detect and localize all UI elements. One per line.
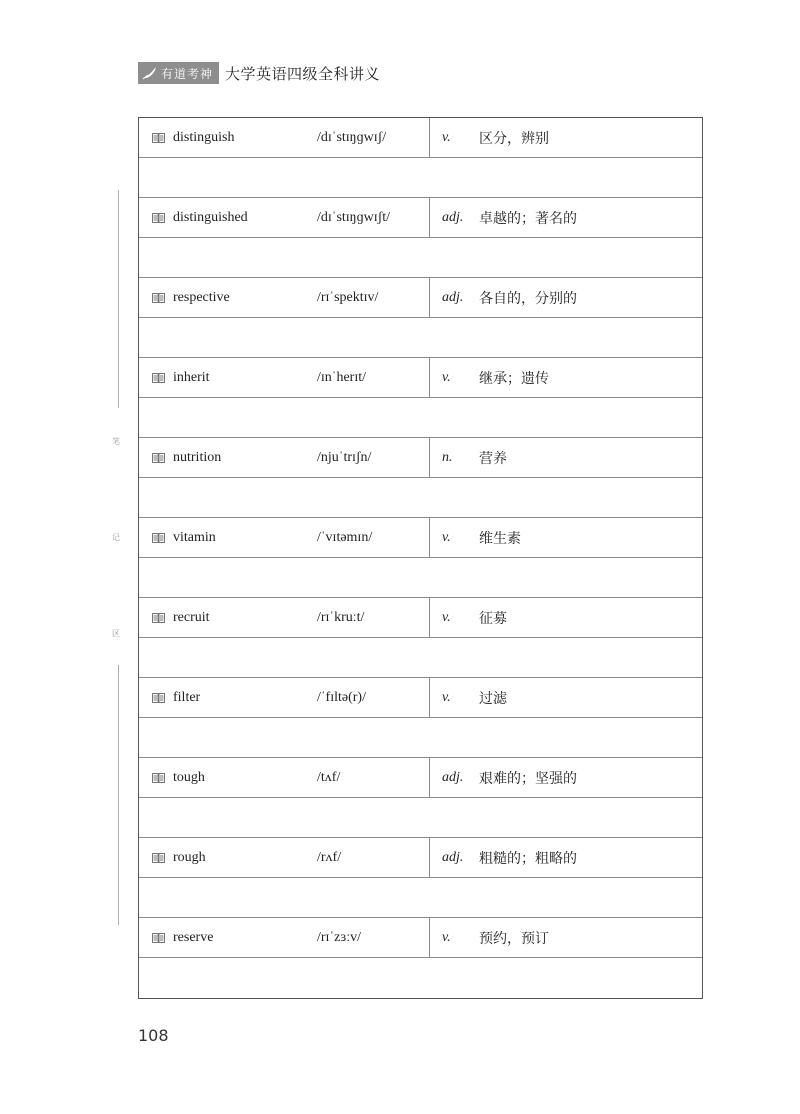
part-of-speech: v. [442, 129, 451, 145]
meaning-cell [429, 358, 702, 397]
notes-row [139, 638, 702, 678]
word-text: tough [173, 769, 205, 785]
word-text: reserve [173, 929, 214, 945]
margin-divider-top [118, 190, 119, 408]
word-row [139, 678, 702, 718]
word-row [139, 518, 702, 558]
word-row [139, 838, 702, 878]
phonetic-text: /ɪnˈherɪt/ [317, 369, 366, 385]
word-cell [139, 278, 429, 317]
meaning-text: 营养 [479, 450, 507, 467]
part-of-speech: v. [442, 929, 451, 945]
word-row [139, 278, 702, 318]
word-cell [139, 438, 429, 477]
meaning-cell [429, 838, 702, 877]
book-icon [152, 853, 165, 863]
notes-row [139, 878, 702, 918]
book-title: 大学英语四级全科讲义 [225, 64, 381, 83]
notes-row [139, 318, 702, 358]
meaning-text: 继承；遗传 [479, 370, 549, 387]
part-of-speech: v. [442, 369, 451, 385]
notes-row [139, 238, 702, 278]
meaning-text: 艰难的；坚强的 [479, 770, 577, 787]
book-icon [152, 133, 165, 143]
book-icon [152, 613, 165, 623]
phonetic-text: /tʌf/ [317, 769, 341, 785]
word-row [139, 438, 702, 478]
meaning-text: 征募 [479, 610, 507, 627]
meaning-text: 粗糙的；粗略的 [479, 850, 577, 867]
word-text: respective [173, 289, 230, 305]
meaning-cell [429, 438, 702, 477]
word-row [139, 198, 702, 238]
phonetic-text: /dɪˈstɪŋɡwɪʃ/ [317, 129, 387, 145]
meaning-cell [429, 758, 702, 797]
book-icon [152, 373, 165, 383]
word-row [139, 118, 702, 158]
notes-row [139, 478, 702, 518]
part-of-speech: n. [442, 449, 453, 465]
meaning-text: 维生素 [479, 530, 521, 547]
part-of-speech: v. [442, 689, 451, 705]
word-cell [139, 118, 429, 157]
word-cell [139, 358, 429, 397]
margin-divider-bottom [118, 665, 119, 925]
word-text: distinguish [173, 129, 235, 145]
part-of-speech: v. [442, 609, 451, 625]
margin-note-char: 记 [112, 533, 120, 542]
word-text: nutrition [173, 449, 222, 465]
book-icon [152, 293, 165, 303]
book-icon [152, 773, 165, 783]
page-number: 108 [138, 1026, 169, 1045]
book-icon [152, 213, 165, 223]
notes-row [139, 398, 702, 438]
part-of-speech: adj. [442, 849, 464, 865]
word-text: vitamin [173, 529, 216, 545]
margin-note-char: 区 [112, 629, 120, 638]
word-cell [139, 918, 429, 957]
word-text: rough [173, 849, 206, 865]
word-row [139, 358, 702, 398]
page-header [138, 62, 380, 84]
meaning-cell [429, 278, 702, 317]
phonetic-text: /rɪˈspektɪv/ [317, 289, 379, 305]
book-icon [152, 453, 165, 463]
meaning-cell [429, 518, 702, 557]
notes-row [139, 958, 702, 998]
word-row [139, 758, 702, 798]
word-cell [139, 598, 429, 637]
word-cell [139, 838, 429, 877]
notes-row [139, 558, 702, 598]
word-text: recruit [173, 609, 210, 625]
phonetic-text: /njuˈtrɪʃn/ [317, 449, 372, 465]
part-of-speech: v. [442, 529, 451, 545]
meaning-cell [429, 118, 702, 157]
margin-note-char: 笔 [112, 437, 120, 446]
word-cell [139, 678, 429, 717]
part-of-speech: adj. [442, 209, 464, 225]
brand-logo [138, 62, 219, 84]
meaning-cell [429, 198, 702, 237]
book-icon [152, 693, 165, 703]
phonetic-text: /rʌf/ [317, 849, 342, 865]
meaning-text: 预约，预订 [479, 930, 549, 947]
brand-name: 有道考神 [161, 66, 214, 81]
vocabulary-table [138, 117, 703, 999]
book-icon [152, 933, 165, 943]
notes-row [139, 798, 702, 838]
word-text: inherit [173, 369, 210, 385]
phonetic-text: /ˈvɪtəmɪn/ [317, 529, 373, 545]
word-text: filter [173, 689, 201, 705]
word-cell [139, 198, 429, 237]
meaning-cell [429, 598, 702, 637]
word-cell [139, 758, 429, 797]
meaning-cell [429, 918, 702, 957]
meaning-text: 各自的，分别的 [479, 290, 577, 307]
notes-row [139, 158, 702, 198]
word-text: distinguished [173, 209, 248, 225]
feather-icon [142, 66, 158, 80]
meaning-text: 过滤 [479, 690, 507, 707]
meaning-text: 区分，辨别 [479, 130, 549, 147]
notes-row [139, 718, 702, 758]
part-of-speech: adj. [442, 289, 464, 305]
word-row [139, 918, 702, 958]
book-icon [152, 533, 165, 543]
meaning-cell [429, 678, 702, 717]
phonetic-text: /rɪˈkruːt/ [317, 609, 365, 625]
word-row [139, 598, 702, 638]
meaning-text: 卓越的；著名的 [479, 210, 577, 227]
phonetic-text: /ˈfɪltə(r)/ [317, 689, 366, 705]
phonetic-text: /rɪˈzɜːv/ [317, 929, 361, 945]
word-cell [139, 518, 429, 557]
phonetic-text: /dɪˈstɪŋɡwɪʃt/ [317, 209, 391, 225]
part-of-speech: adj. [442, 769, 464, 785]
